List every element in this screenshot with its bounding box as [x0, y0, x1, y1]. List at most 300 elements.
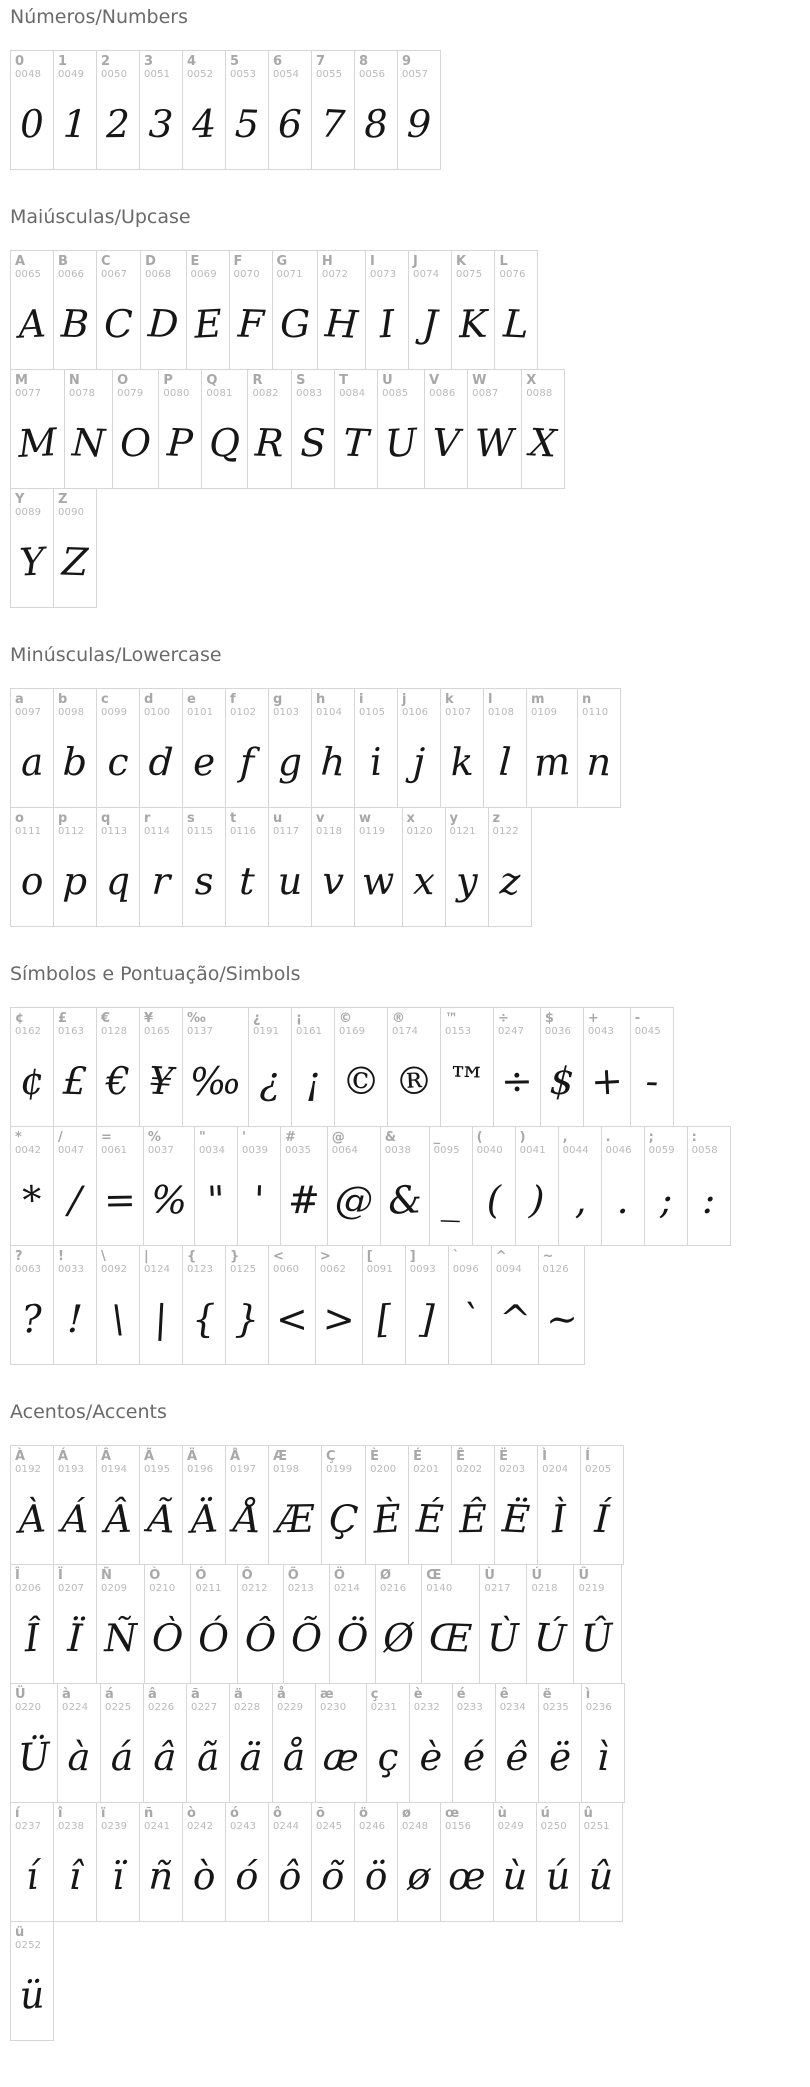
glyph-meta [273, 1249, 299, 1276]
glyph-cell [494, 1445, 538, 1565]
glyph-char-label: + [587, 1011, 599, 1026]
glyph-char-label: I [370, 254, 375, 269]
glyph-cell [366, 1683, 410, 1803]
glyph-meta [584, 1806, 610, 1833]
glyph-handwriting: õ [320, 1853, 346, 1899]
charmap-section [10, 1401, 810, 2041]
glyph-unicode-code: 0217 [484, 1583, 511, 1595]
glyph-char-label: Ë [499, 1449, 509, 1464]
glyph-cell [225, 1802, 269, 1922]
glyph-unicode-code: 0099 [101, 707, 128, 719]
glyph-cell [201, 369, 248, 489]
glyph-cell [495, 1683, 539, 1803]
glyph-char-label: Ì [542, 1449, 547, 1464]
glyph-char-label: ö [359, 1806, 368, 1821]
glyph-handwriting: 6 [277, 101, 303, 147]
glyph-char-label: Œ [426, 1568, 442, 1583]
glyph-cell [10, 807, 54, 927]
glyph-meta [385, 1130, 411, 1157]
glyph-meta [493, 811, 519, 838]
glyph-cell [491, 1245, 539, 1365]
glyph-handwriting: j [412, 739, 426, 785]
glyph-row [10, 1564, 810, 1684]
glyph-meta [230, 811, 256, 838]
glyph-meta [320, 1249, 346, 1276]
glyph-handwriting: n [586, 739, 613, 785]
glyph-handwriting: F [236, 301, 265, 347]
glyph-meta [101, 1011, 127, 1038]
glyph-cell [536, 1802, 580, 1922]
glyph-char-label: é [456, 1687, 466, 1702]
glyph-meta [15, 1249, 41, 1276]
glyph-unicode-code: 0248 [402, 1821, 429, 1833]
glyph-handwriting: Ñ [103, 1615, 138, 1661]
glyph-unicode-code: 0242 [187, 1821, 214, 1833]
glyph-unicode-code: 0111 [15, 826, 42, 838]
glyph-char-label: Ã [144, 1449, 155, 1464]
glyph-cell [64, 369, 113, 489]
glyph-unicode-code: 0210 [149, 1583, 176, 1595]
glyph-unicode-code: 0246 [359, 1821, 386, 1833]
glyph-char-label: l [488, 692, 493, 707]
glyph-handwriting: i [368, 739, 384, 785]
glyph-char-label: 5 [230, 54, 240, 69]
glyph-unicode-code: 0096 [452, 1264, 479, 1276]
glyph-meta [531, 692, 557, 719]
glyph-handwriting: o [19, 858, 45, 904]
glyph-row [10, 250, 810, 370]
glyph-char-label: Î [15, 1568, 20, 1583]
glyph-rows [10, 50, 810, 170]
glyph-handwriting: \ [111, 1296, 125, 1342]
glyph-unicode-code: 0050 [101, 69, 128, 81]
glyph-cell [580, 1445, 624, 1565]
glyph-char-label: & [384, 1130, 397, 1145]
glyph-meta [15, 1568, 41, 1595]
glyph-unicode-code: 0104 [316, 707, 343, 719]
glyph-cell [268, 1802, 312, 1922]
glyph-char-label: q [101, 811, 111, 826]
glyph-cell [96, 688, 140, 808]
glyph-cell [354, 1802, 398, 1922]
glyph-unicode-code: 0046 [605, 1145, 632, 1157]
glyph-cell [53, 50, 97, 170]
glyph-char-label: k [445, 692, 454, 707]
glyph-unicode-code: 0095 [433, 1145, 460, 1157]
glyph-handwriting: W [474, 420, 515, 466]
glyph-char-label: ò [187, 1806, 196, 1821]
glyph-char-label: d [144, 692, 154, 707]
glyph-cell [96, 1445, 140, 1565]
glyph-char-label: \ [101, 1249, 106, 1264]
glyph-cell [53, 807, 97, 927]
glyph-cell [225, 1245, 269, 1365]
glyph-row [10, 1126, 810, 1246]
glyph-char-label: 0 [15, 54, 25, 69]
glyph-cell [493, 1802, 537, 1922]
glyph-char-label: ¿ [253, 1011, 261, 1026]
glyph-meta [242, 1568, 268, 1595]
glyph-handwriting: 3 [147, 101, 175, 147]
glyph-unicode-code: 0153 [445, 1026, 472, 1038]
glyph-handwriting: + [589, 1058, 624, 1104]
glyph-cell [521, 369, 565, 489]
glyph-char-label: 7 [316, 54, 326, 69]
glyph-cell [229, 1683, 273, 1803]
glyph-meta [277, 254, 303, 281]
glyph-unicode-code: 0092 [101, 1264, 128, 1276]
glyph-cell [268, 807, 312, 927]
glyph-meta [402, 54, 428, 81]
glyph-char-label: £ [58, 1011, 68, 1026]
glyph-handwriting: B [60, 301, 90, 347]
glyph-handwriting: Î [23, 1615, 41, 1661]
glyph-meta [58, 811, 84, 838]
glyph-char-label: ™ [445, 1011, 458, 1026]
glyph-meta [144, 1249, 170, 1276]
glyph-meta [586, 1687, 612, 1714]
glyph-meta [496, 1249, 522, 1276]
glyph-handwriting: Â [103, 1496, 133, 1542]
glyph-meta [649, 1130, 675, 1157]
glyph-char-label: Í [585, 1449, 590, 1464]
charmap-section [10, 644, 810, 927]
glyph-unicode-code: 0073 [370, 269, 397, 281]
glyph-meta [62, 1687, 88, 1714]
glyph-meta [15, 1449, 41, 1476]
glyph-handwriting: ô [278, 1853, 302, 1899]
glyph-meta [15, 254, 41, 281]
glyph-cell [440, 1802, 494, 1922]
glyph-unicode-code: 0054 [273, 69, 300, 81]
glyph-unicode-code: 0197 [230, 1464, 257, 1476]
glyph-unicode-code: 0102 [230, 707, 257, 719]
glyph-char-label: Å [230, 1449, 241, 1464]
glyph-unicode-code: 0069 [190, 269, 217, 281]
glyph-unicode-code: 0091 [366, 1264, 393, 1276]
glyph-cell [229, 250, 273, 370]
glyph-char-label: ù [497, 1806, 507, 1821]
glyph-cell [526, 688, 578, 808]
glyph-cell [397, 50, 441, 170]
glyph-cell [387, 1007, 441, 1127]
glyph-handwriting: Ò [151, 1615, 185, 1661]
glyph-unicode-code: 0165 [144, 1026, 171, 1038]
glyph-meta [316, 1806, 342, 1833]
glyph-meta [413, 254, 439, 281]
glyph-meta [296, 373, 322, 400]
glyph-handwriting: Ã [146, 1496, 176, 1542]
glyph-handwriting: 1 [62, 101, 88, 147]
glyph-meta [101, 1130, 127, 1157]
glyph-meta [456, 1449, 482, 1476]
glyph-unicode-code: 0227 [191, 1702, 218, 1714]
glyph-meta [543, 1249, 569, 1276]
glyph-char-label: ~ [542, 1249, 554, 1264]
glyph-cell [57, 1683, 101, 1803]
glyph-handwriting: L [502, 301, 531, 347]
glyph-handwriting: H [323, 301, 360, 347]
glyph-handwriting: ë [547, 1734, 573, 1780]
glyph-unicode-code: 0163 [58, 1026, 85, 1038]
glyph-meta [359, 1806, 385, 1833]
glyph-char-label: © [339, 1011, 352, 1026]
glyph-handwriting: ã [195, 1734, 221, 1780]
glyph-handwriting: Å [232, 1496, 262, 1542]
glyph-meta [58, 1130, 84, 1157]
glyph-unicode-code: 0234 [499, 1702, 526, 1714]
glyph-cell [144, 1564, 191, 1684]
charmap-section [10, 206, 810, 608]
glyph-meta [367, 1249, 393, 1276]
glyph-meta [445, 692, 471, 719]
glyph-handwriting: f [239, 739, 255, 785]
glyph-meta [316, 54, 342, 81]
glyph-meta [273, 54, 299, 81]
glyph-meta [445, 1011, 471, 1038]
glyph-handwriting: K [458, 301, 488, 347]
glyph-char-label: J [413, 254, 418, 269]
glyph-cell [96, 1126, 144, 1246]
glyph-meta [163, 373, 189, 400]
glyph-cell [140, 250, 186, 370]
glyph-rows [10, 1007, 810, 1365]
glyph-unicode-code: 0214 [333, 1583, 361, 1595]
glyph-char-label: ] [409, 1249, 416, 1264]
glyph-meta [453, 1249, 479, 1276]
glyph-unicode-code: 0042 [15, 1145, 42, 1157]
glyph-handwriting: á [110, 1734, 134, 1780]
glyph-handwriting: ( [485, 1177, 502, 1223]
glyph-handwriting: Í [593, 1496, 611, 1542]
glyph-unicode-code: 0090 [58, 507, 85, 519]
glyph-char-label: O [117, 373, 129, 388]
glyph-char-label: m [531, 692, 545, 707]
glyph-meta [563, 1130, 589, 1157]
glyph-unicode-code: 0034 [198, 1145, 226, 1157]
glyph-unicode-code: 0087 [472, 388, 499, 400]
glyph-char-label: Ä [187, 1449, 198, 1464]
glyph-handwriting: U [383, 420, 419, 466]
glyph-row [10, 369, 810, 489]
glyph-meta [472, 373, 498, 400]
glyph-meta [359, 692, 385, 719]
glyph-cell [408, 250, 452, 370]
glyph-handwriting: v [321, 858, 345, 904]
glyph-meta [101, 254, 127, 281]
glyph-meta [477, 1130, 503, 1157]
glyph-char-label: ë [542, 1687, 552, 1702]
glyph-handwriting: 5 [234, 101, 260, 147]
glyph-unicode-code: 0204 [542, 1464, 569, 1476]
glyph-handwriting: Z [61, 539, 89, 585]
glyph-meta [15, 1806, 41, 1833]
glyph-cell [10, 688, 54, 808]
glyph-unicode-code: 0247 [498, 1026, 525, 1038]
glyph-handwriting: . [615, 1177, 630, 1223]
glyph-unicode-code: 0066 [58, 269, 85, 281]
glyph-char-label: Á [58, 1449, 69, 1464]
glyph-meta [144, 54, 170, 81]
glyph-handwriting: ; [658, 1177, 673, 1223]
glyph-cell [53, 250, 97, 370]
glyph-cell [96, 1007, 140, 1127]
glyph-char-label: ` [452, 1249, 460, 1264]
glyph-char-label: # [284, 1130, 296, 1145]
glyph-unicode-code: 0174 [392, 1026, 419, 1038]
glyph-char-label: | [144, 1249, 149, 1264]
glyph-handwriting: î [68, 1853, 82, 1899]
glyph-cell [365, 250, 409, 370]
glyph-meta [285, 1130, 311, 1157]
glyph-row [10, 1445, 810, 1565]
glyph-meta [58, 692, 84, 719]
glyph-unicode-code: 0060 [273, 1264, 300, 1276]
glyph-cell [402, 807, 446, 927]
glyph-meta [382, 373, 408, 400]
glyph-unicode-code: 0250 [540, 1821, 567, 1833]
glyph-unicode-code: 0156 [445, 1821, 472, 1833]
glyph-char-label: ó [230, 1806, 239, 1821]
glyph-meta [15, 692, 41, 719]
glyph-meta [187, 54, 213, 81]
glyph-handwriting: : [701, 1177, 717, 1223]
glyph-unicode-code: 0226 [148, 1702, 175, 1714]
glyph-handwriting: X [528, 420, 558, 466]
glyph-handwriting: ` [459, 1296, 480, 1342]
glyph-char-label: " [198, 1130, 206, 1145]
glyph-meta [392, 1011, 418, 1038]
glyph-handwriting: g [277, 739, 303, 785]
glyph-handwriting: A [17, 301, 47, 347]
glyph-char-label: g [273, 692, 283, 707]
glyph-cell [397, 688, 441, 808]
glyph-char-label: W [472, 373, 487, 388]
glyph-cell [96, 1245, 140, 1365]
glyph-handwriting: N [71, 420, 106, 466]
glyph-cell [365, 1445, 409, 1565]
glyph-unicode-code: 0108 [488, 707, 515, 719]
glyph-handwriting: [ [375, 1296, 393, 1342]
glyph-char-label: Q [206, 373, 218, 388]
glyph-unicode-code: 0211 [195, 1583, 222, 1595]
glyph-unicode-code: 0075 [456, 269, 483, 281]
glyph-meta [542, 1449, 568, 1476]
glyph-cell [429, 1126, 473, 1246]
section-title: Minúsculas/Lowercase [10, 644, 222, 666]
glyph-unicode-code: 0055 [316, 69, 343, 81]
glyph-cell [354, 807, 403, 927]
glyph-unicode-code: 0123 [187, 1264, 214, 1276]
glyph-handwriting: ø [406, 1853, 432, 1899]
glyph-unicode-code: 0089 [15, 507, 42, 519]
glyph-cell [10, 1802, 54, 1922]
glyph-unicode-code: 0231 [370, 1702, 397, 1714]
glyph-row [10, 1921, 810, 2041]
glyph-handwriting: 4 [190, 101, 218, 147]
glyph-row [10, 1802, 810, 1922]
glyph-cell [182, 1445, 226, 1565]
glyph-meta [242, 1130, 268, 1157]
glyph-handwriting: Ô [243, 1615, 277, 1661]
glyph-unicode-code: 0232 [413, 1702, 440, 1714]
glyph-handwriting: ò [191, 1853, 217, 1899]
glyph-char-label: f [230, 692, 236, 707]
glyph-handwriting: ^ [497, 1296, 532, 1342]
glyph-char-label: M [15, 373, 28, 388]
glyph-handwriting: c [106, 739, 130, 785]
glyph-cell [10, 369, 65, 489]
glyph-meta [148, 1130, 174, 1157]
glyph-char-label: î [58, 1806, 63, 1821]
glyph-handwriting: ü [18, 1972, 46, 2018]
glyph-char-label: í [15, 1806, 20, 1821]
glyph-handwriting: } [234, 1296, 260, 1342]
glyph-char-label: X [526, 373, 537, 388]
glyph-unicode-code: 0105 [359, 707, 386, 719]
glyph-unicode-code: 0203 [499, 1464, 526, 1476]
glyph-handwriting: P [166, 420, 195, 466]
glyph-handwriting: b [62, 739, 88, 785]
glyph-handwriting: " [206, 1177, 226, 1223]
glyph-char-label: S [296, 373, 306, 388]
glyph-unicode-code: 0118 [316, 826, 343, 838]
glyph-handwriting: Á [60, 1496, 90, 1542]
glyph-unicode-code: 0082 [252, 388, 279, 400]
glyph-handwriting: ™ [447, 1058, 487, 1104]
glyph-handwriting: ì [595, 1734, 610, 1780]
glyph-handwriting: / [67, 1177, 83, 1223]
section-title: Acentos/Accents [10, 1401, 167, 1423]
glyph-meta [58, 1449, 84, 1476]
glyph-meta [582, 692, 608, 719]
glyph-cell [377, 369, 425, 489]
glyph-char-label: Ö [333, 1568, 345, 1583]
glyph-handwriting: Œ [428, 1615, 474, 1661]
glyph-cell [10, 1007, 54, 1127]
glyph-cell [112, 369, 159, 489]
glyph-cell [182, 1007, 249, 1127]
glyph-handwriting: R [254, 420, 285, 466]
glyph-char-label: V [429, 373, 440, 388]
glyph-unicode-code: 0045 [634, 1026, 661, 1038]
glyph-char-label: < [273, 1249, 284, 1264]
glyph-cell [96, 1802, 140, 1922]
glyph-cell [315, 1245, 363, 1365]
glyph-unicode-code: 0083 [296, 388, 323, 400]
glyph-unicode-code: 0058 [691, 1145, 718, 1157]
glyph-meta [15, 1011, 41, 1038]
glyph-meta [144, 692, 170, 719]
glyph-char-label: Ø [380, 1568, 392, 1583]
glyph-char-label: 3 [144, 54, 154, 69]
glyph-unicode-code: 0098 [58, 707, 85, 719]
glyph-meta [144, 1449, 170, 1476]
glyph-handwriting: ‰ [188, 1057, 243, 1105]
glyph-unicode-code: 0202 [456, 1464, 483, 1476]
glyph-cell [182, 50, 226, 170]
glyph-cell [143, 1683, 187, 1803]
glyph-handwriting: < [275, 1296, 309, 1342]
glyph-cell [488, 807, 532, 927]
glyph-meta [457, 1687, 483, 1714]
glyph-char-label: K [456, 254, 467, 269]
glyph-unicode-code: 0033 [58, 1264, 85, 1276]
glyph-unicode-code: 0052 [187, 69, 214, 81]
glyph-char-label: C [101, 254, 111, 269]
glyph-unicode-code: 0072 [321, 269, 349, 281]
glyph-char-label: o [15, 811, 24, 826]
